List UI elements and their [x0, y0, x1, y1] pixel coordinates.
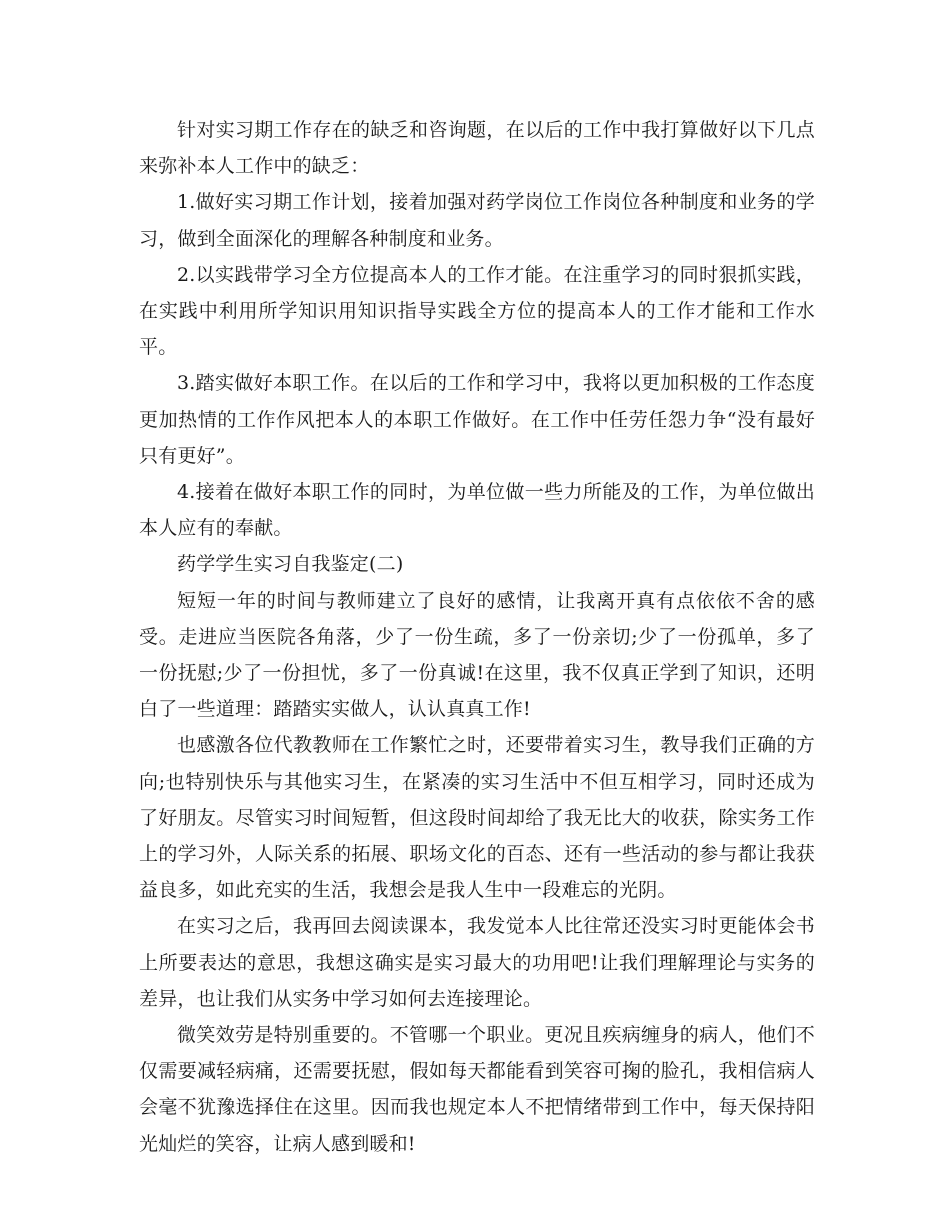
section-paragraph-3: 在实习之后，我再回去阅读课本，我发觉本人比往常还没实习时更能体会书上所要表达的意思，我想这确实是实习最大的功用吧!让我们理解理论与实务的差异，也让我们从实务中学习如何去连接理论。 — [139, 915, 815, 1010]
paragraph-item-4: 4.接着在做好本职工作的同时，为单位做一些力所能及的工作，为单位做出本人应有的奉献。 — [139, 481, 815, 540]
document-body — [139, 112, 815, 1162]
paragraph-intro: 针对实习期工作存在的缺乏和咨询题，在以后的工作中我打算做好以下几点来弥补本人工作中的缺乏： — [139, 119, 815, 178]
section-paragraph-4: 微笑效劳是特别重要的。不管哪一个职业。更况且疾病缠身的病人，他们不仅需要减轻病痛，还需要抚慰，假如每天都能看到笑容可掬的脸孔，我相信病人会毫不犹豫选择住在这里。因而我也规定本人不把情绪带到工作中，每天保持阳光灿烂的笑容，让病人感到暖和! — [139, 1024, 815, 1155]
section-title: 药学学生实习自我鉴定(二) — [177, 553, 404, 576]
paragraph-item-1: 1.做好实习期工作计划，接着加强对药学岗位工作岗位各种制度和业务的学习，做到全面深化的理解各种制度和业务。 — [139, 191, 815, 250]
paragraph-item-2: 2.以实践带学习全方位提高本人的工作才能。在注重学习的同时狠抓实践，在实践中利用所学知识用知识指导实践全方位的提高本人的工作才能和工作水平。 — [139, 263, 815, 359]
paragraph-item-3: 3.踏实做好本职工作。在以后的工作和学习中，我将以更加积极的工作态度更加热情的工作作风把本人的本职工作做好。在工作中任劳任怨力争“没有最好只有更好”。 — [139, 372, 815, 467]
section-paragraph-1: 短短一年的时间与教师建立了良好的感情，让我离开真有点依依不舍的感受。走进应当医院各角落，少了一份生疏，多了一份亲切;少了一份孤单，多了一份抚慰;少了一份担忧，多了一份真诚!在这里，我不仅真正学到了知识，还明白了一些道理：踏踏实实做人，认认真真工作! — [139, 589, 815, 721]
section-paragraph-2: 也感激各位代教教师在工作繁忙之时，还要带着实习生，教导我们正确的方向;也特别快乐与其他实习生，在紧凑的实习生活中不但互相学习，同时还成为了好朋友。尽管实习时间短暂，但这段时间却给了我无比大的收获，除实务工作上的学习外，人际关系的拓展、职场文化的百态、还有一些活动的参与都让我获益良多，如此充实的生活，我想会是我人生中一段难忘的光阴。 — [139, 734, 815, 902]
